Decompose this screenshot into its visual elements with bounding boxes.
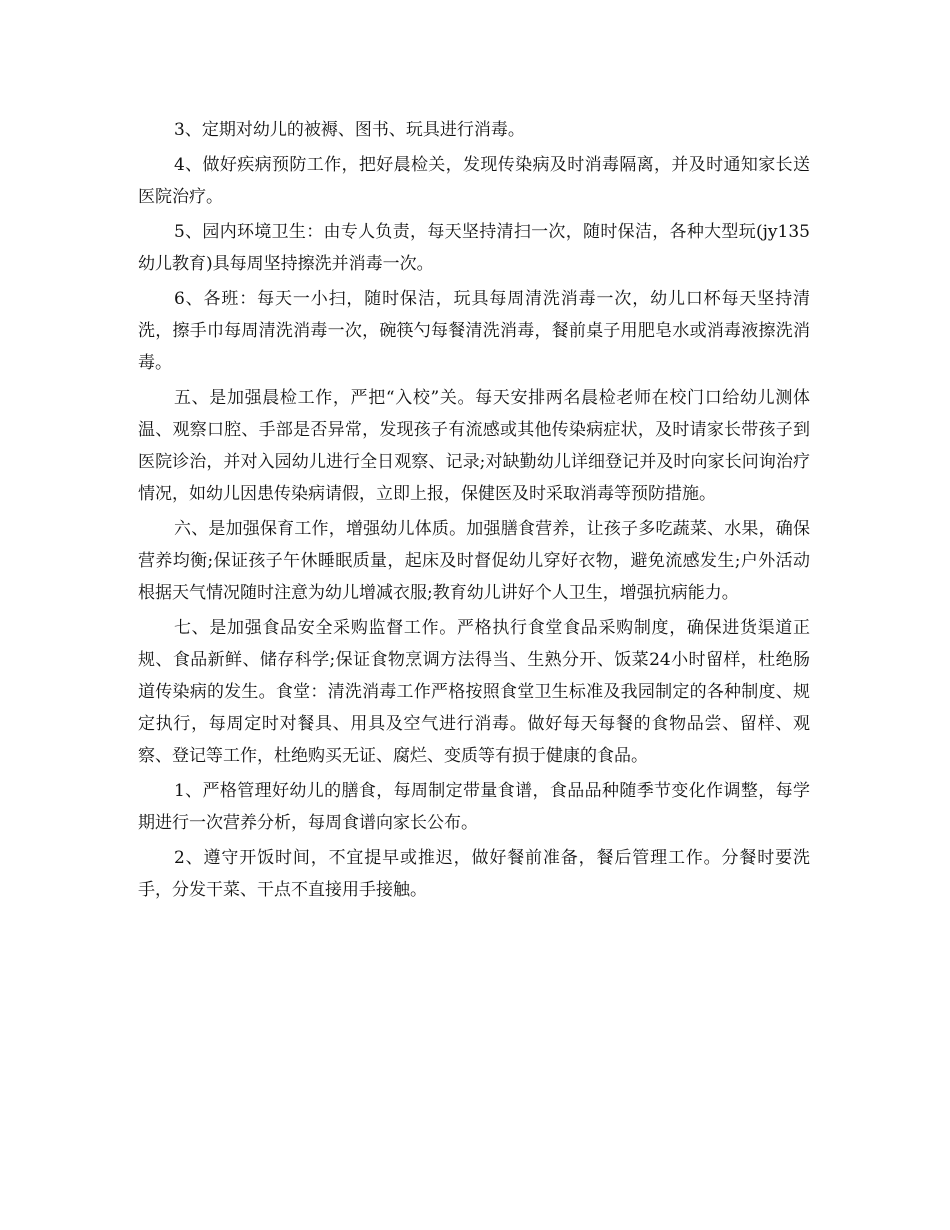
paragraph-item-1: 1、严格管理好幼儿的膳食，每周制定带量食谱，食品品种随季节变化作调整，每学期进行一次营养分析，每周食谱向家长公布。 xyxy=(138,781,810,833)
paragraph-item-4: 4、做好疾病预防工作，把好晨检关，发现传染病及时消毒隔离，并及时通知家长送医院治疗。 xyxy=(138,155,810,207)
paragraph-section-5: 五、是加强晨检工作，严把“入校”关。每天安排两名晨检老师在校门口给幼儿测体温、观察口腔、手部是否异常，发现孩子有流感或其他传染病症状，及时请家长带孩子到医院诊治，并对入园幼儿进行全日观察、记录;对缺勤幼儿详细登记并及时向家长问询治疗情况，如幼儿因患传染病请假，立即上报，保健医及时采取消毒等预防措施。 xyxy=(138,388,810,504)
paragraph-item-2: 2、遵守开饭时间，不宜提早或推迟，做好餐前准备，餐后管理工作。分餐时要洗手，分发干菜、干点不直接用手接触。 xyxy=(138,848,810,900)
paragraph-item-5: 5、园内环境卫生：由专人负责，每天坚持清扫一次，随时保洁，各种大型玩(jy135幼儿教育)具每周坚持擦洗并消毒一次。 xyxy=(138,222,810,274)
paragraph-item-6: 6、各班：每天一小扫，随时保洁，玩具每周清洗消毒一次，幼儿口杯每天坚持清洗，擦手巾每周清洗消毒一次，碗筷勺每餐清洗消毒，餐前桌子用肥皂水或消毒液擦洗消毒。 xyxy=(138,289,810,373)
paragraph-item-3: 3、定期对幼儿的被褥、图书、玩具进行消毒。 xyxy=(174,120,525,140)
paragraph-section-6: 六、是加强保育工作，增强幼儿体质。加强膳食营养，让孩子多吃蔬菜、水果，确保营养均衡;保证孩子午休睡眠质量，起床及时督促幼儿穿好衣物，避免流感发生;户外活动根据天气情况随时注意为幼儿增减衣服;教育幼儿讲好个人卫生，增强抗病能力。 xyxy=(138,519,810,603)
paragraph-section-7: 七、是加强食品安全采购监督工作。严格执行食堂食品采购制度，确保进货渠道正规、食品新鲜、储存科学;保证食物烹调方法得当、生熟分开、饭菜24小时留样，杜绝肠道传染病的发生。食堂：清洗消毒工作严格按照食堂卫生标准及我园制定的各种制度、规定执行，每周定时对餐具、用具及空气进行消毒。做好每天每餐的食物品尝、留样、观察、登记等工作，杜绝购买无证、腐烂、变质等有损于健康的食品。 xyxy=(138,618,810,766)
document-body xyxy=(138,114,810,909)
